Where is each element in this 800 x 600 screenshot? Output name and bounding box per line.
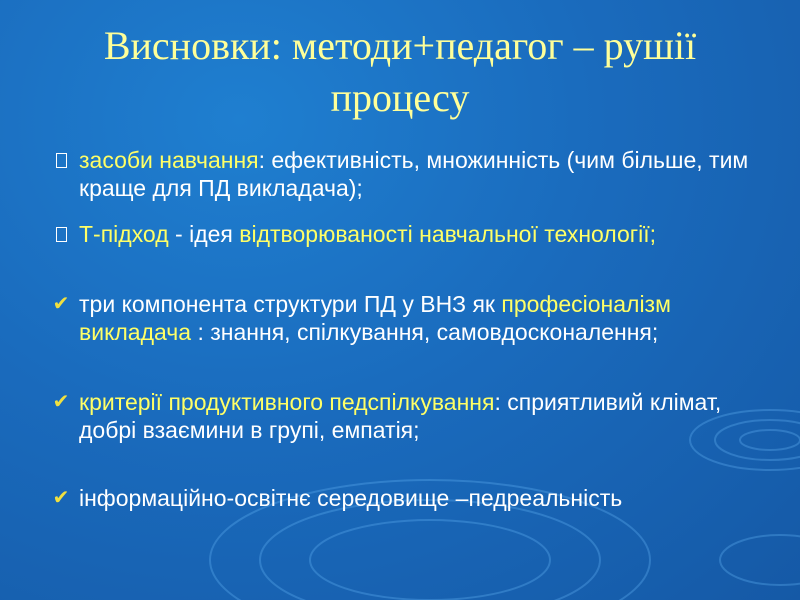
checkmark-icon: ✔ [52,391,70,413]
bullet-3-highlight: професіоналізм викладача [79,291,671,345]
square-icon [50,146,72,176]
bullet-1-highlight: засоби навчання [79,147,259,173]
bullet-4-highlight: критерії продуктивного педспілкування [79,389,495,415]
square-icon [50,220,72,250]
bullet-2-highlight-2: відтворюваності навчальної технології; [239,221,657,247]
bullet-item-3 [0,290,800,346]
bullet-2-highlight-1: Т-підход [79,221,169,247]
checkmark-icon: ✔ [52,487,70,509]
bullet-2-text: - ідея [168,221,240,247]
bullet-4-text: : сприятливий клімат, добрі взаємини в групі, емпатія; [79,389,722,443]
slide-title: Висновки: методи+педагог – рушії процесу [103,23,697,120]
bullet-item-2 [0,220,696,248]
bullet-3-text-2: : знання, спілкування, самовдосконалення; [191,319,659,345]
bullet-item-4 [0,388,800,444]
checkmark-icon: ✔ [52,293,70,315]
bullet-3-text-1: три компонента структури ПД у ВНЗ як [79,291,502,317]
bullet-5-text: інформаційно-освітнє середовище –педреальність [79,485,623,511]
bullet-1-text: : ефективність, множинність (чим більше, тим краще для ПД викладача); [79,147,749,201]
bullet-item-5 [0,484,662,512]
bullet-item-1 [0,146,800,202]
